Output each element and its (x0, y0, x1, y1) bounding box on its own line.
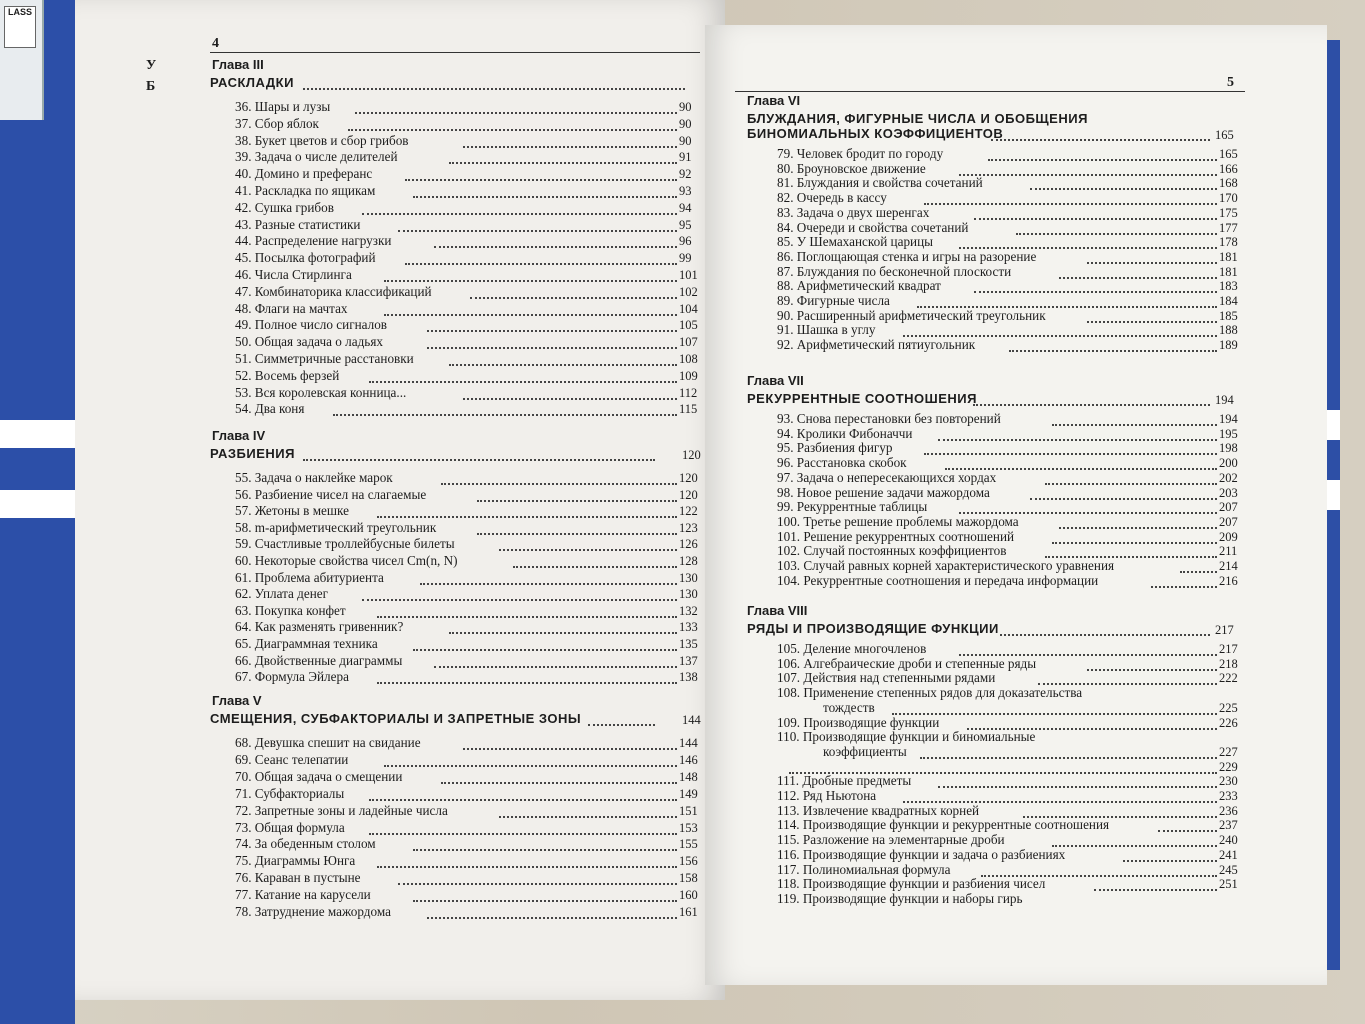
toc-entry: 101. Решение рекуррентных соотношений (777, 528, 1015, 544)
toc-entry: 56. Разбиение чисел на слагаемые (235, 486, 427, 502)
entry-page: 90 (679, 116, 692, 131)
chapter-label: Глава V (212, 693, 262, 708)
chapter-label: Глава III (212, 57, 264, 72)
toc-entry: 47. Комбинаторика классификаций (235, 283, 432, 299)
header-rule (735, 91, 1245, 92)
toc-entry: 39. Задача о числе делителей (235, 149, 398, 165)
leader-dots (959, 172, 1217, 176)
toc-entry: 38. Букет цветов и сбор грибов (235, 132, 409, 148)
entry-page: 217 (1219, 642, 1238, 656)
toc-entry: 109. Производящие функции (777, 714, 940, 730)
toc-entry: 84. Очереди и свойства сочетаний (777, 219, 969, 235)
toc-entry: 67. Формула Эйлера (235, 669, 349, 685)
toc-entry: 90. Расширенный арифметический треугольник (777, 307, 1046, 323)
plastic-case (0, 0, 44, 120)
leader-dots (938, 437, 1217, 441)
white-stripe (0, 490, 75, 518)
chapter-title: РАСКЛАДКИ (210, 75, 294, 90)
entry-page: 165 (1219, 147, 1238, 161)
leader-dots (333, 412, 677, 416)
leader-dots (449, 630, 677, 634)
leader-dots (1030, 186, 1217, 190)
toc-entry: 117. Полиномиальная формула (777, 861, 951, 877)
left-page (75, 0, 725, 1000)
toc-entry: 63. Покупка конфет (235, 602, 346, 618)
blue-book-spine (0, 0, 75, 1024)
margin-letter: У (146, 58, 157, 73)
entry-page: 132 (679, 603, 698, 618)
toc-entry: 100. Третье решение проблемы мажордома (777, 513, 1019, 529)
entry-page: 218 (1219, 656, 1238, 671)
chapter-label: Глава VI (747, 93, 801, 108)
toc-entry: 96. Расстановка скобок (777, 455, 907, 471)
chapter-title: БИНОМИАЛЬНЫХ КОЭФФИЦИЕНТОВ (747, 126, 1004, 141)
entry-page: 91 (679, 150, 692, 165)
leader-dots (974, 289, 1217, 293)
right-page (705, 25, 1327, 985)
entry-page: 128 (679, 554, 698, 568)
leader-dots (1030, 496, 1217, 500)
toc-entry: 86. Поглощающая стенка и игры на разорение (777, 248, 1037, 264)
entry-page: 90 (679, 100, 692, 114)
entry-page: 94 (679, 200, 692, 215)
toc-entry: 55. Задача о наклейке марок (235, 470, 393, 485)
leader-dots (470, 295, 677, 299)
leader-dots (1123, 858, 1217, 862)
toc-entry: 37. Сбор яблок (235, 115, 319, 131)
toc-entry: 107. Действия над степенными рядами (777, 670, 996, 686)
toc-entry: 82. Очередь в кассу (777, 190, 887, 206)
leader-dots (1151, 584, 1217, 588)
entry-page: 170 (1219, 191, 1238, 206)
toc-entry: 102. Случай постоянных коэффициентов (777, 543, 1007, 559)
toc-entry: 48. Флаги на мачтах (235, 300, 348, 316)
entry-page: 229 (1219, 759, 1238, 774)
toc-entry: 75. Диаграммы Юнга (235, 853, 356, 869)
toc-entry: 105. Деление многочленов (777, 641, 927, 656)
chapter-title: РЯДЫ И ПРОИЗВОДЯЩИЕ ФУНКЦИИ (747, 621, 999, 636)
toc-entry: тождеств (823, 699, 875, 715)
entry-page: 200 (1219, 456, 1238, 471)
toc-entry: 98. Новое решение задачи мажордома (777, 484, 990, 500)
entry-page: 133 (679, 620, 698, 635)
entry-page: 123 (679, 520, 698, 535)
entry-page: 102 (679, 284, 698, 299)
entry-page: 237 (1219, 818, 1238, 833)
leader-dots (924, 201, 1217, 205)
toc-entry: 92. Арифметический пятиугольник (777, 337, 976, 353)
toc-entry: 70. Общая задача о смещении (235, 768, 403, 784)
leader-dots (427, 345, 677, 349)
entry-page: 146 (679, 752, 698, 767)
toc-entry: 60. Некоторые свойства чисел Cm(n, N) (235, 553, 458, 568)
toc-entry: 119. Производящие функции и наборы гирь (777, 890, 1023, 906)
toc-entry: 115. Разложение на элементарные дроби (777, 832, 1005, 848)
leader-dots (1087, 667, 1217, 671)
chapter-page: 144 (682, 713, 701, 727)
leader-dots (449, 362, 677, 366)
leader-dots (1059, 525, 1217, 529)
entry-page: 120 (679, 487, 698, 502)
page-number: 5 (1227, 75, 1234, 90)
entry-page: 178 (1219, 235, 1238, 250)
chapter-page: 120 (682, 448, 701, 462)
toc-entry: 111. Дробные предметы (777, 773, 912, 789)
entry-page: 209 (1219, 529, 1238, 544)
leader-dots (974, 216, 1217, 220)
leader-dots (924, 451, 1217, 455)
leader-dots (377, 514, 677, 518)
entry-page: 158 (679, 871, 698, 886)
entry-page: 115 (679, 402, 698, 417)
entry-page: 181 (1219, 249, 1238, 264)
toc-entry: 44. Распределение нагрузки (235, 233, 392, 249)
entry-page: 148 (679, 769, 698, 784)
page-number: 4 (212, 36, 219, 51)
leader-dots (1016, 231, 1217, 235)
toc-entry: 81. Блуждания и свойства сочетаний (777, 175, 983, 191)
entry-page: 236 (1219, 803, 1238, 818)
toc-entry: 104. Рекуррентные соотношения и передача информации (777, 572, 1099, 588)
entry-page: 101 (679, 268, 698, 282)
toc-entry: 89. Фигурные числа (777, 293, 890, 308)
toc-entry: 88. Арифметический квадрат (777, 278, 941, 294)
leader-dots (449, 160, 677, 164)
leader-dots (413, 847, 677, 851)
toc-entry: 57. Жетоны в мешке (235, 503, 349, 519)
entry-page: 183 (1219, 279, 1238, 294)
leader-dots (1158, 828, 1217, 832)
leader-dots (892, 711, 1217, 715)
toc-entry: 85. У Шемаханской царицы (777, 234, 934, 250)
leader-dots (369, 379, 677, 383)
toc-entry: 73. Общая формула (235, 819, 345, 835)
leader-dots (303, 86, 685, 90)
entry-page: 156 (679, 854, 698, 869)
toc-entry: 59. Счастливые троллейбусные билеты (235, 536, 455, 552)
leader-dots (398, 228, 677, 232)
chapter-title: РЕКУРРЕНТНЫЕ СООТНОШЕНИЯ (747, 391, 977, 406)
leader-dots (413, 898, 677, 902)
toc-entry: 110. Производящие функции и биномиальные (777, 729, 1036, 745)
entry-page: 166 (1219, 161, 1238, 176)
entry-page: 161 (679, 905, 698, 919)
toc-entry: 83. Задача о двух шеренгах (777, 204, 930, 220)
toc-entry: 41. Раскладка по ящикам (235, 183, 376, 198)
entry-page: 184 (1219, 294, 1238, 308)
entry-page: 189 (1219, 338, 1238, 353)
white-stripe (0, 420, 75, 448)
chapter-title: БЛУЖДАНИЯ, ФИГУРНЫЕ ЧИСЛА И ОБОБЩЕНИЯ (747, 111, 1088, 126)
entry-page: 130 (679, 570, 698, 585)
toc-entry: 79. Человек бродит по городу (777, 146, 944, 161)
leader-dots (427, 915, 677, 919)
entry-page: 216 (1219, 573, 1238, 588)
leader-dots (477, 498, 677, 502)
leader-dots (920, 755, 1217, 759)
entry-page: 207 (1219, 500, 1238, 515)
leader-dots (362, 211, 677, 215)
leader-dots (441, 780, 677, 784)
toc-entry: 80. Броуновское движение (777, 160, 926, 176)
entry-page: 138 (679, 670, 698, 685)
leader-dots (405, 177, 677, 181)
entry-page: 93 (679, 184, 692, 198)
toc-entry: 72. Запретные зоны и ладейные числа (235, 802, 448, 818)
leader-dots (938, 784, 1217, 788)
chapter-label: Глава VII (747, 373, 804, 388)
entry-page: 222 (1219, 671, 1238, 686)
leader-dots (377, 864, 677, 868)
leader-dots (413, 194, 677, 198)
leader-dots (1045, 481, 1217, 485)
leader-dots (434, 244, 677, 248)
entry-page: 92 (679, 167, 692, 182)
toc-entry: 99. Рекуррентные таблицы (777, 499, 928, 515)
leader-dots (420, 581, 677, 585)
toc-entry: 87. Блуждания по бесконечной плоскости (777, 263, 1012, 279)
entry-page: 135 (679, 637, 698, 651)
leader-dots (513, 564, 677, 568)
toc-entry: 114. Производящие функции и рекуррентные соотношения (777, 817, 1110, 833)
case-tag: LASS (4, 6, 36, 48)
entry-page: 241 (1219, 847, 1238, 862)
toc-entry: 68. Девушка спешит на свидание (235, 735, 421, 750)
toc-entry: коэффициенты (823, 743, 907, 759)
toc-entry: 103. Случай равных корней характеристического уравнения (777, 558, 1115, 573)
entry-page: 203 (1219, 485, 1238, 500)
entry-page: 198 (1219, 441, 1238, 456)
leader-dots (499, 814, 677, 818)
toc-entry: 106. Алгебраические дроби и степенные ряды (777, 655, 1037, 671)
leader-dots (1000, 632, 1210, 636)
entry-page: 168 (1219, 176, 1238, 191)
leader-dots (1087, 319, 1217, 323)
toc-entry: 36. Шары и лузы (235, 99, 331, 114)
leader-dots (477, 531, 677, 535)
entry-page: 149 (679, 786, 698, 801)
toc-entry: 40. Домино и преферанс (235, 166, 373, 182)
leader-dots (434, 664, 677, 668)
leader-dots (1180, 569, 1218, 573)
leader-dots (355, 110, 677, 114)
entry-page: 233 (1219, 789, 1238, 803)
leader-dots (1087, 260, 1217, 264)
leader-dots (398, 881, 677, 885)
chapter-title: РАЗБИЕНИЯ (210, 446, 295, 461)
leader-dots (588, 722, 655, 726)
leader-dots (405, 261, 677, 265)
leader-dots (1052, 540, 1217, 544)
entry-page: 108 (679, 352, 698, 366)
toc-entry: 93. Снова перестановки без повторений (777, 411, 1001, 426)
toc-entry: 62. Уплата денег (235, 586, 329, 602)
leader-dots (362, 597, 677, 601)
entry-page: 185 (1219, 308, 1238, 323)
leader-dots (348, 127, 677, 131)
toc-entry: 50. Общая задача о ладьях (235, 334, 383, 350)
chapter-title: СМЕЩЕНИЯ, СУБФАКТОРИАЛЫ И ЗАПРЕТНЫЕ ЗОНЫ (210, 711, 582, 726)
toc-entry: 66. Двойственные диаграммы (235, 652, 403, 668)
entry-page: 120 (679, 471, 698, 485)
entry-page: 188 (1219, 323, 1238, 338)
toc-entry: 65. Диаграммная техника (235, 636, 378, 651)
entry-page: 225 (1219, 700, 1238, 715)
chapter-label: Глава IV (212, 428, 266, 443)
toc-entry: 77. Катание на карусели (235, 887, 371, 903)
toc-entry: 58. m-арифметический треугольник (235, 519, 437, 535)
leader-dots (413, 647, 677, 651)
entry-page: 137 (679, 653, 698, 668)
entry-page: 130 (679, 587, 698, 602)
leader-dots (384, 763, 677, 767)
leader-dots (988, 157, 1217, 161)
header-rule (210, 52, 700, 53)
entry-page: 107 (679, 335, 698, 350)
toc-entry: 42. Сушка грибов (235, 199, 334, 215)
leader-dots (384, 312, 677, 316)
toc-entry: 51. Симметричные расстановки (235, 351, 414, 366)
toc-entry: 45. Посылка фотографий (235, 250, 376, 266)
entry-page: 251 (1219, 877, 1238, 892)
toc-entry: 46. Числа Стирлинга (235, 267, 352, 282)
entry-page: 126 (679, 537, 698, 552)
toc-entry: 91. Шашка в углу (777, 322, 876, 338)
toc-entry: 97. Задача о непересекающихся хордах (777, 469, 997, 485)
leader-dots (1052, 422, 1217, 426)
entry-page: 240 (1219, 833, 1238, 848)
entry-page: 230 (1219, 774, 1238, 789)
entry-page: 90 (679, 133, 692, 148)
leader-dots (441, 481, 677, 485)
entry-page: 245 (1219, 862, 1238, 877)
toc-entry: 116. Производящие функции и задача о разбиениях (777, 846, 1066, 862)
toc-entry: 53. Вся королевская конница... (235, 384, 407, 400)
leader-dots (1009, 348, 1217, 352)
toc-entry: 69. Сеанс телепатии (235, 751, 349, 767)
entry-page: 227 (1219, 744, 1238, 759)
toc-entry: 52. Восемь ферзей (235, 367, 340, 383)
toc-entry: 118. Производящие функции и разбиения чисел (777, 876, 1046, 892)
entry-page: 99 (679, 251, 692, 266)
chapter-page: 217 (1215, 623, 1234, 637)
leader-dots (427, 328, 677, 332)
entry-page: 96 (679, 234, 692, 249)
toc-entry: 108. Применение степенных рядов для доказательства (777, 685, 1083, 701)
leader-dots (499, 547, 677, 551)
entry-page: 202 (1219, 470, 1238, 485)
chapter-label: Глава VIII (747, 603, 808, 618)
leader-dots (991, 137, 1210, 141)
entry-page: 177 (1219, 220, 1238, 235)
toc-entry: 71. Субфакториалы (235, 785, 345, 801)
leader-dots (1052, 843, 1217, 847)
leader-dots (377, 614, 677, 618)
entry-page: 155 (679, 837, 698, 852)
entry-page: 105 (679, 318, 698, 333)
entry-page: 211 (1219, 544, 1238, 559)
entry-page: 153 (679, 820, 698, 835)
toc-entry: 61. Проблема абитуриента (235, 569, 384, 585)
chapter-page: 194 (1215, 393, 1234, 407)
entry-page: 175 (1219, 205, 1238, 220)
leader-dots (369, 797, 677, 801)
entry-page: 207 (1219, 514, 1238, 529)
entry-page: 160 (679, 888, 698, 903)
leader-dots (369, 831, 677, 835)
toc-entry: 112. Ряд Ньютона (777, 788, 877, 803)
entry-page: 112 (679, 385, 698, 400)
leader-dots (463, 144, 677, 148)
toc-entry: 94. Кролики Фибоначчи (777, 425, 913, 441)
toc-entry: 54. Два коня (235, 401, 305, 417)
leader-dots (384, 278, 677, 282)
toc-entry: 43. Разные статистики (235, 216, 361, 232)
entry-page: 181 (1219, 264, 1238, 279)
leader-dots (1059, 275, 1217, 279)
entry-page: 214 (1219, 559, 1238, 573)
leader-dots (463, 746, 677, 750)
entry-page: 195 (1219, 426, 1238, 441)
toc-entry: 113. Извлечение квадратных корней (777, 802, 980, 818)
toc-entry: 49. Полное число сигналов (235, 317, 388, 333)
toc-entry: 78. Затруднение мажордома (235, 904, 391, 919)
leader-dots (973, 402, 1210, 406)
entry-page: 109 (679, 368, 698, 383)
entry-page: 95 (679, 217, 692, 232)
toc-entry: 74. За обеденным столом (235, 836, 376, 852)
toc-entry: 64. Как разменять гривенник? (235, 619, 404, 635)
leader-dots (463, 396, 677, 400)
chapter-page: 165 (1215, 128, 1234, 142)
toc-entry: 95. Разбиения фигур (777, 440, 893, 456)
leader-dots (1094, 887, 1217, 891)
leader-dots (377, 680, 677, 684)
toc-entry: 76. Караван в пустыне (235, 870, 361, 886)
entry-page: 151 (679, 803, 698, 818)
margin-letter: Б (146, 79, 156, 94)
entry-page: 226 (1219, 715, 1238, 730)
entry-page: 122 (679, 504, 698, 519)
entry-page: 104 (679, 301, 698, 316)
entry-page: 144 (679, 736, 698, 750)
leader-dots (303, 457, 655, 461)
entry-page: 194 (1219, 412, 1238, 426)
